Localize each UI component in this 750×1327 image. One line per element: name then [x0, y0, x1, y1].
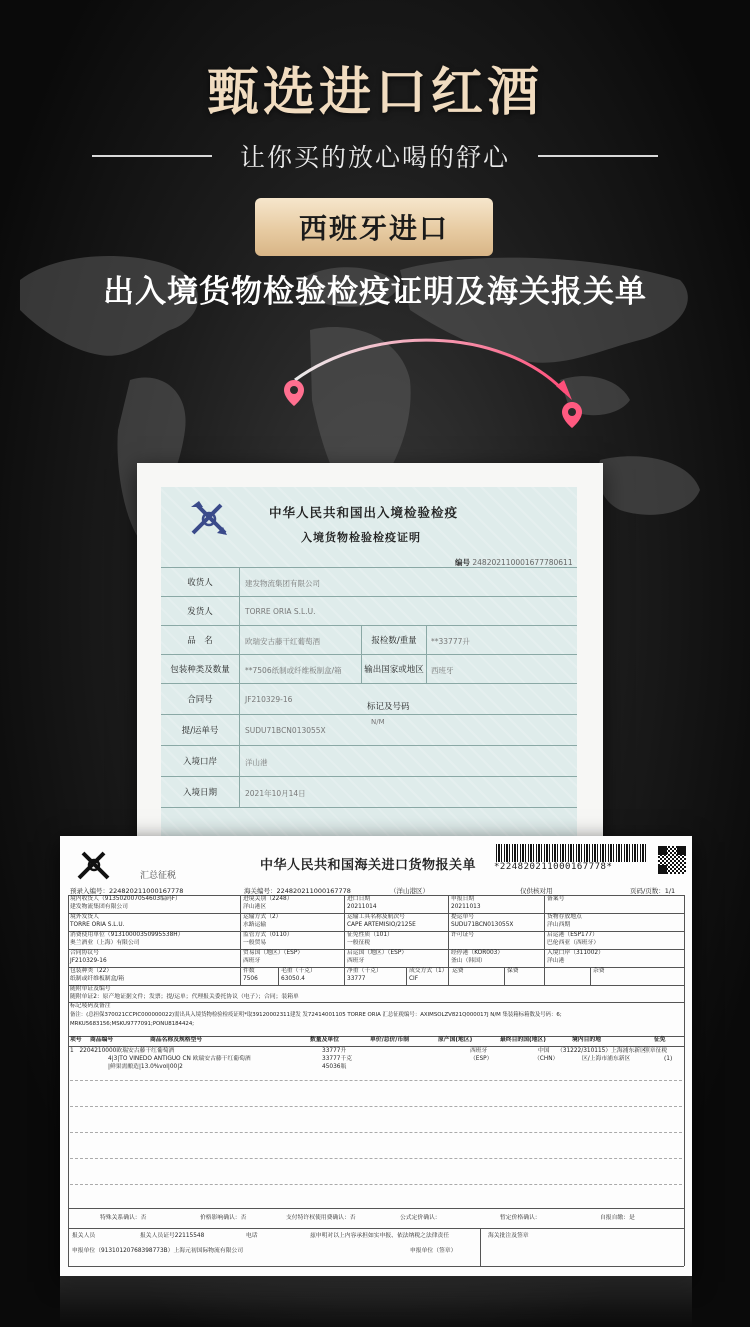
levy-value: 一般征税: [347, 940, 371, 946]
value: 西班牙: [431, 666, 454, 675]
freight-label: 运费: [452, 968, 464, 974]
consumer-label: 消费使用单位（91310000350995538H）: [70, 932, 184, 938]
col-domestic: 境内目的地: [572, 1037, 601, 1043]
customs-number: 海关编号：224820211000167778: [244, 887, 351, 895]
insurance-label: 保费: [507, 968, 519, 974]
label: 入境日期: [161, 777, 240, 807]
label: 输出国家或地区: [361, 655, 427, 683]
value: 洋山港: [245, 758, 268, 767]
goods-domestic: （31222/310115）上海浦东新区: [557, 1048, 646, 1054]
clerk-label: 报关人员: [72, 1233, 96, 1239]
vessel-label: 运输工具名称及航次号: [347, 914, 405, 920]
transport-label: 运输方式（2）: [243, 914, 282, 920]
package-value: 纸制或纤维板制盒/箱: [70, 976, 125, 982]
barcode: [496, 844, 646, 862]
row-port: [161, 746, 577, 777]
number-value: 248202110001677780611: [472, 558, 573, 567]
vessel-value: CAPE ARTEMISIO/2125E: [347, 922, 416, 928]
value: 建发物流集团有限公司: [245, 579, 320, 588]
departure-port-value: 巴伦西亚（西班牙）: [547, 940, 600, 946]
count-label: 件数: [243, 968, 255, 974]
consignor-label: 境外发货人: [70, 914, 99, 920]
gross-weight-value: 63050.4: [281, 976, 305, 982]
declaration-title: 中华人民共和国海关进口货物报关单: [260, 858, 477, 873]
remarks-label: 标记唛码及备注: [70, 1003, 111, 1009]
label: 合同号: [161, 684, 240, 714]
label: 提/运单号: [161, 715, 240, 745]
goods-origin-code: （ESP）: [470, 1056, 493, 1062]
consignee-value: 建发物流集团有限公司: [70, 904, 128, 910]
col-dest: 最终目的国(地区): [500, 1037, 546, 1043]
goods-qty-2: 33777千克: [322, 1056, 353, 1062]
label: 收货人: [161, 568, 240, 596]
label: 品 名: [161, 626, 240, 654]
subtitle-line-left: [92, 155, 212, 157]
pre-entry-number: 预录入编号：224820211000167778: [70, 887, 184, 895]
value: **33777升: [431, 637, 470, 646]
subtitle: 让你买的放心喝的舒心: [239, 143, 510, 172]
goods-domestic-2: 区/上海市浦东新区: [582, 1056, 631, 1062]
contract-label: 合同协议号: [70, 950, 99, 956]
row-bill: [161, 715, 577, 746]
value: JF210329-16: [245, 695, 293, 704]
storage-value: 洋山西期: [547, 922, 571, 928]
goods-line-1: 1 2204210000欧瑞安古藤干红葡萄酒: [70, 1048, 175, 1054]
unit-stamp-label: 申报单位（签章）: [410, 1248, 457, 1254]
value: **7506纸制或纤维板制盒/箱: [245, 666, 342, 675]
provisional-price: 暂定价格确认：: [500, 1215, 541, 1221]
certificate-subtitle: 入境货物检验检疫证明: [301, 531, 421, 544]
destination-pin-icon: [562, 402, 582, 428]
inspection-certificate-sheet: [137, 463, 603, 883]
value: 2021年10月14日: [245, 789, 306, 798]
goods-tax: 照章征税: [644, 1048, 668, 1054]
transit-port-value: 釜山（韩国）: [451, 958, 486, 964]
clerk-number: 报关人员证号22115548: [140, 1233, 205, 1239]
col-code: 商品编号: [90, 1037, 114, 1043]
entry-port-label: 入境口岸（311002）: [547, 950, 604, 956]
headline: 出入境货物检验检疫证明及海关报关单: [103, 274, 647, 310]
number-label: 编号: [455, 558, 470, 567]
barcode-number: *224820211000167778*: [494, 862, 613, 872]
label: 发货人: [161, 597, 240, 625]
customs-emblem-icon: [74, 848, 114, 882]
goods-line-2: 4|3|TO VINEDO ANTIGUO CN 欧瑞安古藤干红葡萄酒: [108, 1056, 251, 1062]
count-value: 7506: [243, 976, 258, 982]
trade-country-label: 贸易国（地区）（ESP）: [243, 950, 304, 956]
row-package: [161, 655, 577, 684]
consignor-value: TORRE ORIA S.L.U.: [70, 922, 125, 928]
inspection-certificate: [161, 487, 577, 847]
goods-dest: 中国: [538, 1048, 550, 1054]
record-no-label: 备案号: [547, 896, 565, 902]
origin-badge: 西班牙进口: [255, 198, 493, 256]
transit-port-label: 经停港（KOR003）: [451, 950, 504, 956]
goods-tax-code: (1): [664, 1056, 673, 1062]
summary-tax: 汇总征税: [140, 871, 177, 881]
package-label: 包装种类（22）: [70, 968, 113, 974]
customs-emblem-icon: [187, 499, 231, 539]
col-qty: 数量及单位: [310, 1037, 339, 1043]
sheet-reflection: [60, 1276, 692, 1327]
origin-pin-icon: [284, 380, 304, 406]
row-consignee: [161, 568, 577, 597]
row-consignor: [161, 597, 577, 626]
bill-value: SUDU71BCN013055X: [451, 922, 514, 928]
formula-price: 公式定价确认：: [400, 1215, 441, 1221]
qr-code: [658, 846, 686, 874]
page-count: 页码/页数：1/1: [630, 887, 676, 895]
entry-customs-label: 进境关别（2248）: [243, 896, 293, 902]
gross-weight-label: 毛重（千克）: [281, 968, 316, 974]
goods-origin: 西班牙: [470, 1048, 488, 1054]
contract-value: JF210329-16: [70, 958, 107, 964]
col-price: 单价/总价/币制: [370, 1037, 410, 1043]
entry-customs-value: 洋山港区: [243, 904, 267, 910]
supervision-value: 一般贸易: [243, 940, 267, 946]
tel-label: 电话: [246, 1233, 258, 1239]
mark-value: N/M: [371, 718, 385, 726]
goods-dest-code: （CHN）: [534, 1056, 559, 1062]
subtitle-line-right: [538, 155, 658, 157]
remarks-value: 备注：(总担保370021CCPIC000000022)需出具入境货物检验检疫证明*取39120002311建发 发72414001105 TORRE ORIA 汇总征税编号：AXIMSOLZV821Q000017J N/M 集装箱标箱数及号码：6;: [70, 1012, 562, 1018]
check-only: 仅供核对用: [520, 887, 553, 895]
entry-port-value: 洋山港: [547, 958, 565, 964]
goods-qty-1: 33777升: [322, 1048, 347, 1054]
col-no: 项号: [70, 1037, 82, 1043]
consignee-label: 境内收货人（913502007054603编码F）: [70, 896, 181, 902]
row-date: [161, 777, 577, 808]
price-impact: 价格影响确认：否: [200, 1215, 247, 1221]
special-relation: 特殊关系确认：否: [100, 1215, 147, 1221]
ship-country-label: 启运国（地区）（ESP）: [347, 950, 408, 956]
documents-label: 随附单证及编号: [70, 986, 111, 992]
documents-value: 随附单证2：原产地证据文件；发票；提/运单；代理报关委托协议（电子）；合同；装箱单: [70, 994, 299, 1000]
mark-label: 标记及号码: [367, 702, 410, 712]
trade-country-value: 西班牙: [243, 958, 261, 964]
declare-date-value: 20211013: [451, 904, 481, 910]
main-title: 甄选进口红酒: [206, 62, 543, 123]
label: 入境口岸: [161, 746, 240, 776]
goods-line-3: |鲜果需酿造|13.0%vol|00|2: [108, 1064, 183, 1070]
transport-value: 水路运输: [243, 922, 267, 928]
goods-qty-3: 45036瓶: [322, 1064, 347, 1070]
customs-stamp-label: 海关批注及签章: [488, 1233, 529, 1239]
certificate-title: 中华人民共和国出入境检验检疫: [269, 505, 459, 520]
bill-label: 提运单号: [451, 914, 475, 920]
certificate-table: [161, 567, 577, 798]
label: 包装种类及数量: [161, 655, 240, 683]
import-date-label: 进口日期: [347, 896, 371, 902]
declaring-unit: 申报单位（91310120768398773B）上海元初国际物流有限公司: [72, 1248, 244, 1254]
col-tax: 征免: [654, 1037, 666, 1043]
import-date-value: 20211014: [347, 904, 377, 910]
label: 报检数/重量: [361, 626, 427, 654]
levy-label: 征免性质（101）: [347, 932, 393, 938]
consumer-value: 奥兰酒业（上海）有限公司: [70, 940, 140, 946]
customs-declaration-sheet: [60, 836, 692, 1276]
declaration-statement: 兹申明对以上内容承担如实申报、依法纳税之法律责任: [310, 1233, 450, 1239]
trade-term-label: 成交方式（1）: [409, 968, 448, 974]
row-product: [161, 626, 577, 655]
net-weight-label: 净重（千克）: [347, 968, 382, 974]
supervision-label: 监管方式（0110）: [243, 932, 293, 938]
license-label: 许可证号: [451, 932, 475, 938]
subtitle-row: [0, 138, 750, 174]
value: SUDU71BCN013055X: [245, 726, 326, 735]
net-weight-value: 33777: [347, 976, 366, 982]
misc-fee-label: 杂费: [593, 968, 605, 974]
value: 欧瑞安古藤干红葡萄酒: [245, 637, 320, 646]
declare-date-label: 申报日期: [451, 896, 475, 902]
value: TORRE ORIA S.L.U.: [245, 607, 316, 616]
customs-area: （洋山港区）: [390, 887, 429, 895]
shipping-route: [260, 330, 600, 440]
col-name: 商品名称及规格型号: [150, 1037, 203, 1043]
royalty: 支付特许权使用费确认：否: [286, 1215, 356, 1221]
self-declare: 自报自缴：是: [600, 1215, 635, 1221]
storage-label: 货物存放地点: [547, 914, 582, 920]
remarks-value-2: MRKU5683156;MSKU9777091;PONU8184424;: [70, 1021, 195, 1027]
col-origin: 原产国(地区): [438, 1037, 473, 1043]
departure-port-label: 启运港（ESP177）: [547, 932, 598, 938]
trade-term-value: CIF: [409, 976, 419, 982]
ship-country-value: 西班牙: [347, 958, 365, 964]
